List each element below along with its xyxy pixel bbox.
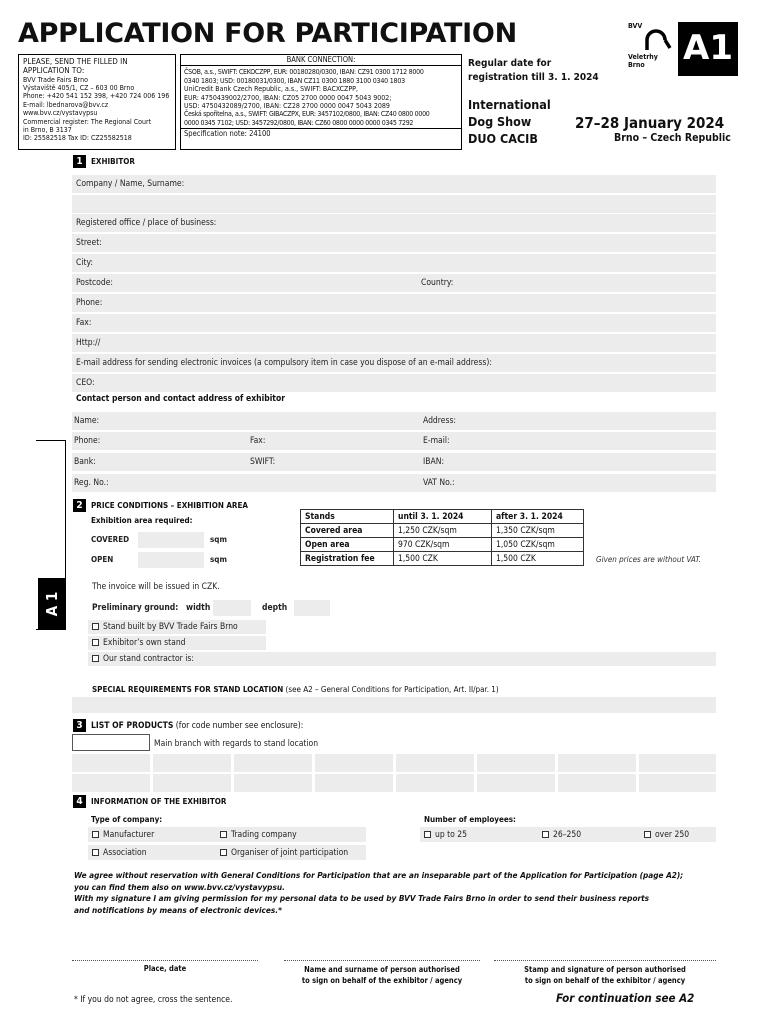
agreement-line: and notifications by means of electronic devices.* (74, 904, 282, 915)
name-label: Name: (74, 416, 100, 426)
fax-field[interactable]: Fax: (72, 314, 716, 332)
product-code-input[interactable] (72, 774, 150, 792)
event-name-line2: Dog Show (468, 114, 532, 129)
special-requirements-field[interactable] (72, 697, 716, 713)
product-code-input[interactable] (477, 774, 555, 792)
name-signature-line[interactable] (284, 960, 480, 961)
event-name-line3: DUO CACIB (468, 131, 538, 146)
stamp-signature-label: Stamp and signature of person authorised to sign on behalf of the exhibitor / agency (524, 965, 686, 985)
product-code-input[interactable] (153, 754, 231, 772)
bank-swift-iban-field[interactable] (72, 453, 716, 471)
checkbox[interactable] (92, 639, 99, 646)
section-4-number: 4 (73, 795, 86, 808)
open-unit: sqm (210, 555, 227, 564)
http-field[interactable]: Http:// (72, 334, 716, 352)
product-code-input[interactable] (153, 774, 231, 792)
event-name-line1: International (468, 97, 551, 112)
width-input[interactable] (213, 600, 251, 616)
regular-date-line1: Regular date for (468, 58, 552, 69)
address-label: Address: (423, 416, 456, 426)
product-code-input[interactable] (477, 754, 555, 772)
send-to-line: www.bvv.cz/vystavypsu (23, 109, 98, 118)
table-header-cell: Stands (301, 510, 394, 524)
section-2-number: 2 (73, 499, 86, 512)
name-signature-label: Name and surname of person authorised to sign on behalf of the exhibitor / agency (301, 965, 463, 985)
price-table (300, 509, 584, 566)
product-code-input[interactable] (315, 774, 393, 792)
table-cell: 1,500 CZK (492, 552, 584, 566)
width-label: width (186, 603, 211, 613)
company-field[interactable]: Company / Name, Surname: (72, 175, 716, 193)
agreement-line: We agree without reservation with General Conditions for Participation that are an inseparable part of the Application for Participation (page A2); (74, 870, 684, 880)
covered-unit: sqm (210, 535, 227, 544)
product-code-input[interactable] (315, 754, 393, 772)
city-field[interactable]: City: (72, 254, 716, 272)
stand-option-contractor[interactable]: Our stand contractor is: (92, 654, 194, 664)
send-to-box (18, 54, 176, 150)
regular-date-line2: registration till 3. 1. 2024 (468, 72, 599, 83)
continuation-note: For continuation see A2 (556, 991, 695, 1005)
send-to-title: PLEASE, SEND THE FILLED IN APPLICATION TO: (23, 57, 128, 75)
covered-sqm-input[interactable] (138, 532, 204, 548)
table-cell: 970 CZK/sqm (394, 538, 492, 552)
send-to-line: ID: 25582518 Tax ID: CZ25582518 (23, 134, 132, 143)
product-code-input[interactable] (234, 774, 312, 792)
checkbox[interactable] (92, 849, 99, 856)
agreement-line: With my signature I am giving permission for my personal data to be used by BVV Trade Fairs Brno in order to send their business reports (74, 893, 650, 903)
send-to-line: E-mail: lbednarova@bvv.cz (23, 100, 109, 109)
bank-line: Česká spořitelna, a.s., SWIFT: GIBACZPX, EUR: 3457102/0800, IBAN: CZ40 0800 0000 (184, 110, 430, 119)
table-row (301, 524, 584, 538)
checkbox[interactable] (220, 831, 227, 838)
employees-over-250[interactable]: over 250 (644, 830, 689, 840)
bank-label: Bank: (74, 457, 96, 467)
product-code-input[interactable] (639, 774, 716, 792)
product-code-input[interactable] (234, 754, 312, 772)
bank-title: BANK CONNECTION: (181, 56, 461, 66)
bvv-logo (626, 22, 676, 72)
checkbox[interactable] (220, 849, 227, 856)
company-field-2[interactable] (72, 195, 716, 213)
stand-option-bvv[interactable]: Stand built by BVV Trade Fairs Brno (92, 622, 238, 632)
checkbox[interactable] (424, 831, 431, 838)
stamp-signature-line[interactable] (494, 960, 716, 961)
section-1-number: 1 (73, 155, 86, 168)
contact-fax-label: Fax: (250, 436, 266, 446)
place-date-label: Place, date (143, 964, 187, 973)
type-manufacturer[interactable]: Manufacturer (92, 830, 154, 840)
section-1-title: EXHIBITOR (91, 157, 135, 166)
postcode-label: Postcode: (76, 278, 113, 288)
send-to-line: Commercial register: The Regional Court (23, 117, 152, 126)
phone-field[interactable]: Phone: (72, 294, 716, 312)
depth-input[interactable] (294, 600, 330, 616)
table-cell: Registration fee (301, 552, 394, 566)
postcode-country-field[interactable] (72, 274, 716, 292)
product-code-input[interactable] (396, 774, 474, 792)
street-field[interactable]: Street: (72, 234, 716, 252)
footnote: * If you do not agree, cross the sentence. (74, 995, 233, 1005)
employees-up-to-25[interactable]: up to 25 (424, 830, 467, 840)
agreement-line: you can find them also on www.bvv.cz/vystavypsu. (74, 881, 285, 892)
invoice-email-field[interactable]: E-mail address for sending electronic invoices (a compulsory item in case you dispose of an e-mail address): (72, 354, 716, 372)
logo-bvv-text: BVV (628, 22, 643, 30)
employees-label: Number of employees: (424, 815, 516, 824)
bank-line: 0000 0345 7102; USD: 3457292/0800, IBAN: CZ60 0800 0000 0000 0345 7292 (184, 118, 414, 127)
type-trading-company[interactable]: Trading company (220, 830, 297, 840)
contact-phone-fax-email-field[interactable] (72, 432, 716, 450)
main-branch-label: Main branch with regards to stand location (154, 739, 319, 749)
table-cell: Covered area (301, 524, 394, 538)
section-2-title: PRICE CONDITIONS – EXHIBITION AREA (91, 501, 248, 510)
table-header-cell: after 3. 1. 2024 (492, 510, 584, 524)
invoice-note: The invoice will be issued in CZK. (92, 582, 220, 592)
ceo-field[interactable]: CEO: (72, 374, 716, 392)
event-place: Brno – Czech Republic (614, 132, 731, 144)
checkbox[interactable] (92, 623, 99, 630)
place-date-line[interactable] (72, 960, 258, 961)
spec-note: Specification note: 24100 (181, 128, 461, 138)
bank-line: ČSOB, a.s., SWIFT: CEKOCZPP, EUR: 00180280/0300, IBAN: CZ91 0300 1712 8000 (184, 68, 424, 77)
checkbox[interactable] (542, 831, 549, 838)
table-row (301, 510, 584, 524)
checkbox[interactable] (644, 831, 651, 838)
bank-line: UniCredit Bank Czech Republic, a.s., SWIFT: BACXCZPP, (184, 85, 358, 94)
table-row (301, 552, 584, 566)
send-to-line: Výstaviště 405/1, CZ – 603 00 Brno (23, 84, 135, 92)
table-header-cell: until 3. 1. 2024 (394, 510, 492, 524)
logo-name1: Veletrhy (628, 53, 658, 61)
iban-label: IBAN: (423, 457, 445, 467)
checkbox[interactable] (92, 655, 99, 662)
page-title: APPLICATION FOR PARTICIPATION (18, 18, 517, 49)
main-branch-input[interactable] (72, 734, 150, 751)
event-date: 27–28 January 2024 (575, 114, 725, 132)
table-cell: 1,050 CZK/sqm (492, 538, 584, 552)
bank-line: 0340 1803; USD: 00180031/0300, IBAN CZ11 0300 1880 3100 0340 1803 (184, 76, 405, 85)
contact-email-label: E-mail: (423, 436, 450, 446)
section-4-title: INFORMATION OF THE EXHIBITOR (91, 797, 227, 806)
section-3-number: 3 (73, 719, 86, 732)
product-code-input[interactable] (396, 754, 474, 772)
checkbox[interactable] (92, 831, 99, 838)
logo-name2: Brno (628, 61, 645, 69)
form-code-badge (678, 22, 738, 76)
bank-line: USD: 4750432089/2700, IBAN: CZ28 2700 0000 0047 5043 2089 (184, 102, 390, 111)
send-to-line: BVV Trade Fairs Brno (23, 75, 88, 84)
stand-option-own[interactable]: Exhibitor’s own stand (92, 638, 186, 648)
side-tab-a1: A 1 (38, 578, 66, 630)
type-of-company-label: Type of company: (91, 815, 163, 824)
table-cell: 1,250 CZK/sqm (394, 524, 492, 538)
contact-title: Contact person and contact address of exhibitor (76, 394, 285, 404)
table-cell: 1,350 CZK/sqm (492, 524, 584, 538)
form-code: A1 (683, 28, 733, 68)
vat-note: Given prices are without VAT. (596, 555, 701, 564)
open-sqm-input[interactable] (138, 552, 204, 568)
contact-name-address-field[interactable] (72, 412, 716, 430)
reg-no-label: Reg. No.: (74, 478, 109, 488)
country-label: Country: (421, 278, 454, 288)
product-code-input[interactable] (558, 754, 636, 772)
contact-phone-label: Phone: (74, 436, 101, 446)
table-cell: 1,500 CZK (394, 552, 492, 566)
open-label: OPEN (91, 555, 114, 564)
bank-line: EUR: 4750439002/2700, IBAN: CZ05 2700 0000 0047 5043 9002; (184, 93, 392, 102)
special-requirements-label: SPECIAL REQUIREMENTS FOR STAND LOCATION (see A2 – General Conditions for Participation, Art. II/par. 1) (92, 685, 499, 694)
send-to-line: in Brno, B 3137 (23, 126, 72, 135)
covered-label: COVERED (91, 535, 130, 544)
registered-office-field[interactable]: Registered office / place of business: (72, 214, 716, 232)
agreement-text (74, 870, 683, 916)
regular-date (468, 57, 599, 85)
product-code-input[interactable] (558, 774, 636, 792)
section-3-title: LIST OF PRODUCTS (for code number see enclosure): (91, 721, 304, 731)
event-name (468, 96, 551, 147)
product-code-input[interactable] (639, 754, 716, 772)
product-code-input[interactable] (72, 754, 150, 772)
table-row (301, 538, 584, 552)
type-association[interactable]: Association (92, 848, 147, 858)
send-to-line: Phone: +420 541 152 398, +420 724 006 196 (23, 92, 170, 101)
bank-box (180, 54, 462, 150)
area-required-label: Exhibition area required: (91, 516, 193, 525)
swift-label: SWIFT: (250, 457, 276, 467)
employees-26-250[interactable]: 26–250 (542, 830, 581, 840)
table-cell: Open area (301, 538, 394, 552)
vat-no-label: VAT No.: (423, 478, 455, 488)
type-joint-participation[interactable]: Organiser of joint participation (220, 848, 348, 858)
logo-arc-icon (644, 28, 674, 52)
reg-vat-field[interactable] (72, 474, 716, 492)
prelim-ground-label: Preliminary ground: (92, 603, 179, 613)
depth-label: depth (262, 603, 288, 613)
